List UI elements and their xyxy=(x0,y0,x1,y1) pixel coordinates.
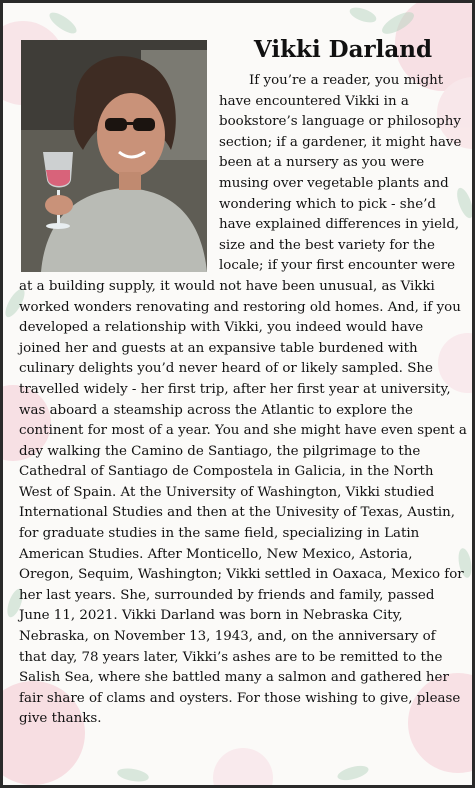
portrait-photo xyxy=(21,40,207,272)
deceased-name: Vikki Darland xyxy=(253,36,433,63)
obituary-content xyxy=(19,33,467,730)
obituary-text: If you’re a reader, you might have encountered Vikki in a bookstore’s language or philosophy section; if a gardener, it might have been at a nursery as you were musing over vegetable plants and wondering which to pick - she’d have explained differences in yield, size and the best variety for the locale; if your first encounter were at a building supply, it would not have been unusual, as Vikki worked wonders renovating and restoring old homes. And, if you developed a relationship with Vikki, you indeed would have joined her and guests at an expansive table burdened with culinary delights you’d never heard of or likely sampled. She travelled widely - her first trip, after her first year at university, was aboard a steamship across the Atlantic to explore the continent for most of a year. You and she might have even spent a day walking the Camino de Santiago, the pilgrimage to the Cathedral of Santiago de Compostela in Galicia, in the North West of Spain. At the University of Washington, Vikki studied International Studies and then at the Univesity of Texas, Austin, for graduate studies in the same field, specializing in Latin American Studies. After Monticello, New Mexico, Astoria, Oregon, Sequim, Washington; Vikki settled in Oaxaca, Mexico for her last years. She, surrounded by friends and family, passed June 11, 2021. Vikki Darland was born in Nebraska City, Nebraska, on November 13, 1943, and, on the anniversary of that day, 78 years later, Vikki’s ashes are to be remitted to the Salish Sea, where she battled many a salmon and gathered her fair share of clams and oysters. For those wishing to give, please give thanks. xyxy=(19,73,467,727)
